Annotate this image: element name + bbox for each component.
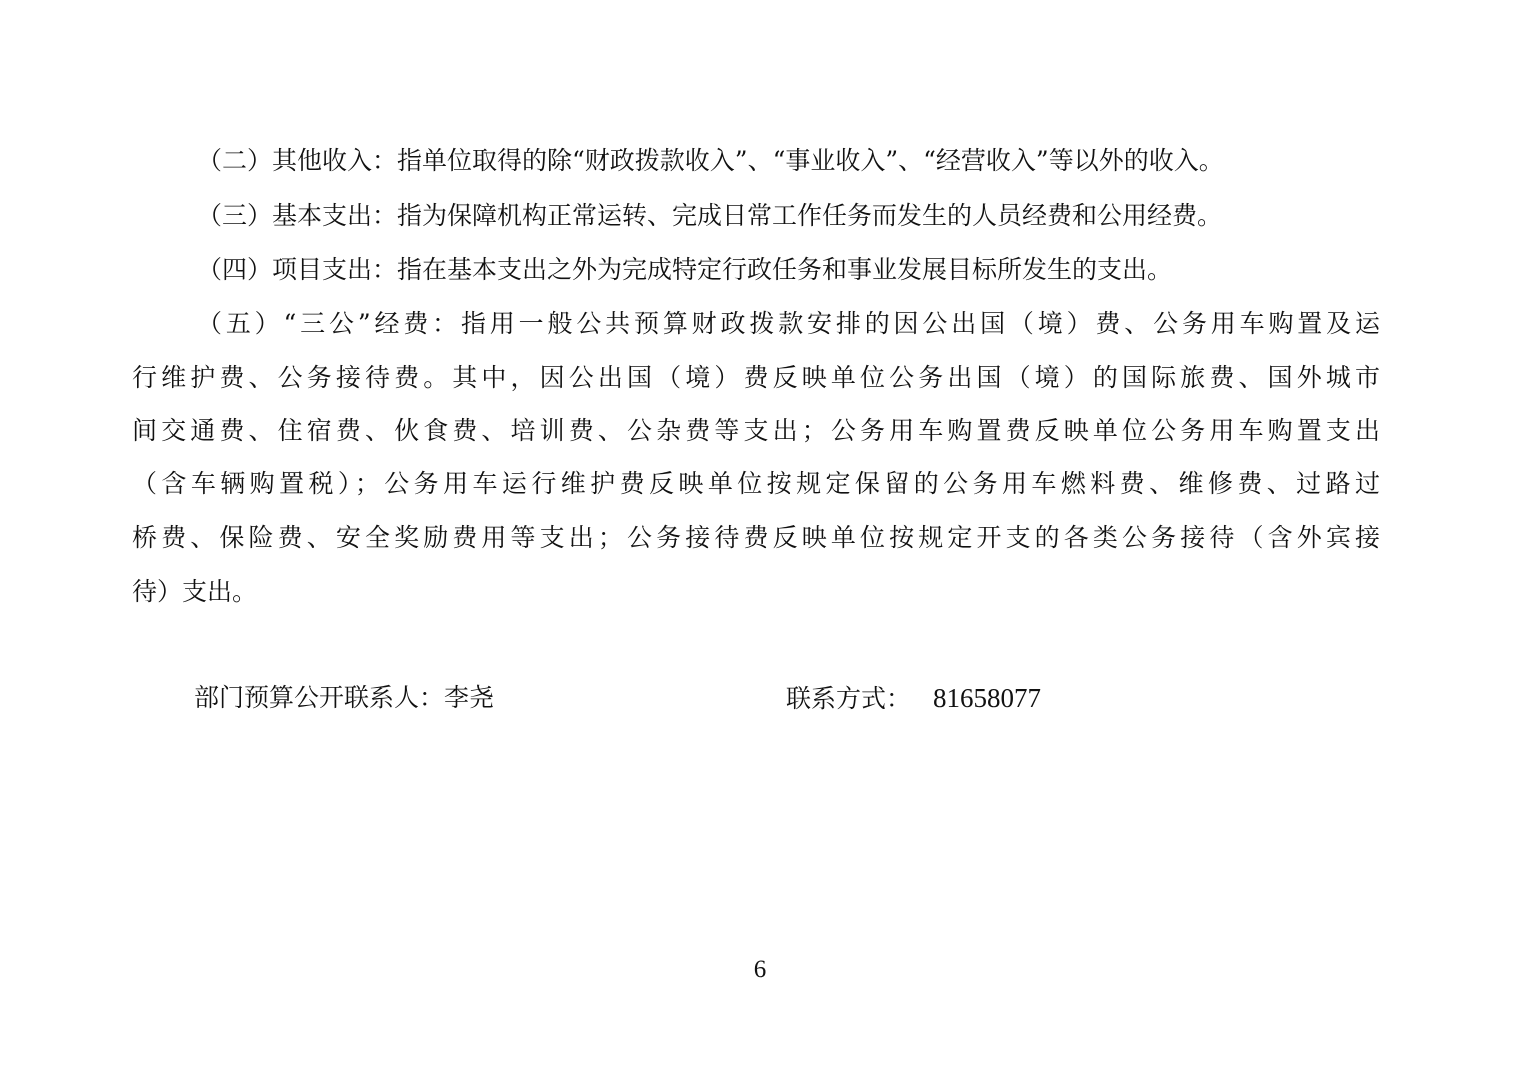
- paragraph-project-expenditure: （四）项目支出：指在基本支出之外为完成特定行政任务和事业发展目标所发生的支出。: [197, 255, 1173, 284]
- paragraph-line: （五）“三公”经费：指用一般公共预算财政拨款安排的因公出国（境）费、公务用车购置及运: [197, 309, 1380, 338]
- paragraph-line: （含车辆购置税）；公务用车运行维护费反映单位按规定保留的公务用车燃料费、维修费、过路过: [132, 469, 1380, 498]
- paragraph-line: 桥费、保险费、安全奖励费用等支出；公务接待费反映单位按规定开支的各类公务接待（含外宾接: [132, 523, 1380, 552]
- contact-phone: 81658077: [933, 683, 1042, 713]
- contact-method: [786, 683, 1041, 714]
- paragraph-line: 行维护费、公务接待费。其中，因公出国（境）费反映单位公务出国（境）的国际旅费、国外城市: [132, 363, 1380, 392]
- paragraph-line: 间交通费、住宿费、伙食费、培训费、公杂费等支出；公务用车购置费反映单位公务用车购置支出: [132, 416, 1380, 445]
- paragraph-other-income: （二）其他收入：指单位取得的除“财政拨款收入”、“事业收入”、“经营收入”等以外的收入。: [197, 146, 1224, 175]
- contact-method-label: 联系方式：: [786, 684, 912, 713]
- contact-person: 部门预算公开联系人：李尧: [194, 683, 495, 712]
- page-number: 6: [753, 956, 767, 983]
- paragraph-line: 待）支出。: [132, 577, 258, 606]
- paragraph-basic-expenditure: （三）基本支出：指为保障机构正常运转、完成日常工作任务而发生的人员经费和公用经费。: [197, 201, 1223, 230]
